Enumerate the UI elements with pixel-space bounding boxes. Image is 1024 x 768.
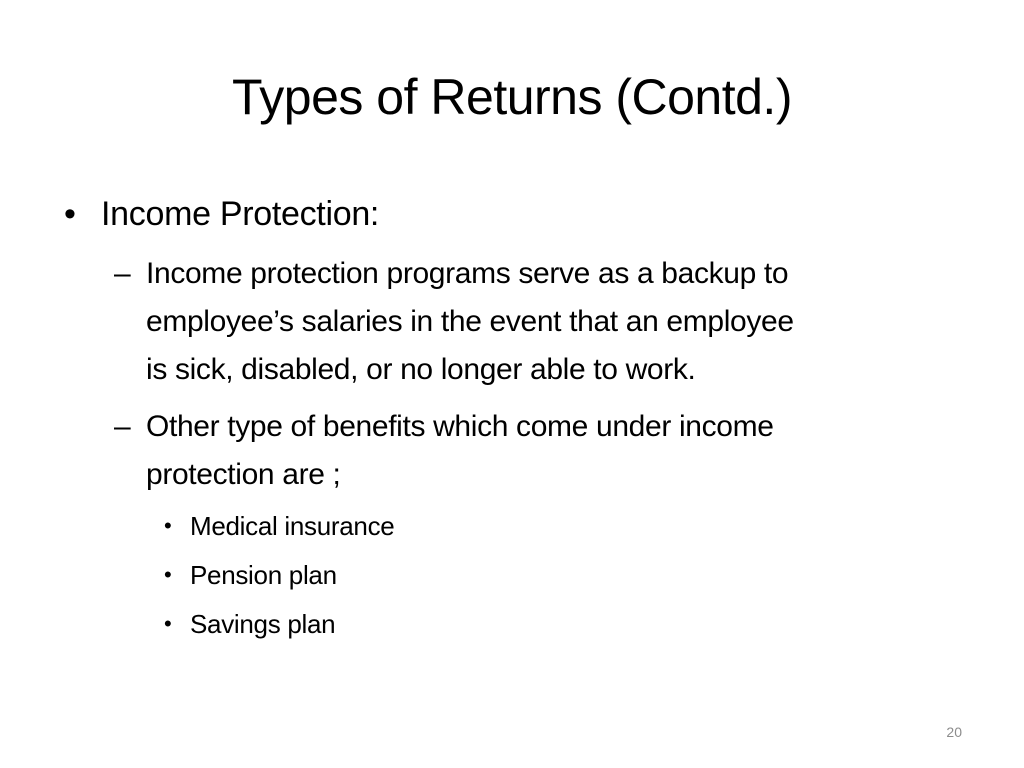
dash-icon: – xyxy=(114,257,131,290)
bullet-text: Income Protection: xyxy=(101,195,380,233)
sub-bullet-text: Income protection programs serve as a backup to employee’s salaries in the event that an employee is sick, disabled, or no longer able to work. xyxy=(146,257,794,386)
bullet-icon: • xyxy=(164,513,172,538)
list-item-text: Medical insurance xyxy=(190,511,395,541)
list-item-text: Savings plan xyxy=(190,609,336,639)
bullet-icon: • xyxy=(164,562,172,587)
slide-number: 20 xyxy=(946,724,962,740)
slide-title: Types of Returns (Contd.) xyxy=(232,69,792,125)
dash-icon: – xyxy=(114,410,131,443)
bullet-icon: • xyxy=(164,611,172,636)
bullet-icon: • xyxy=(64,195,76,233)
sub-bullet-text: Other type of benefits which come under income protection are ; xyxy=(146,410,774,491)
list-item-text: Pension plan xyxy=(190,560,337,590)
